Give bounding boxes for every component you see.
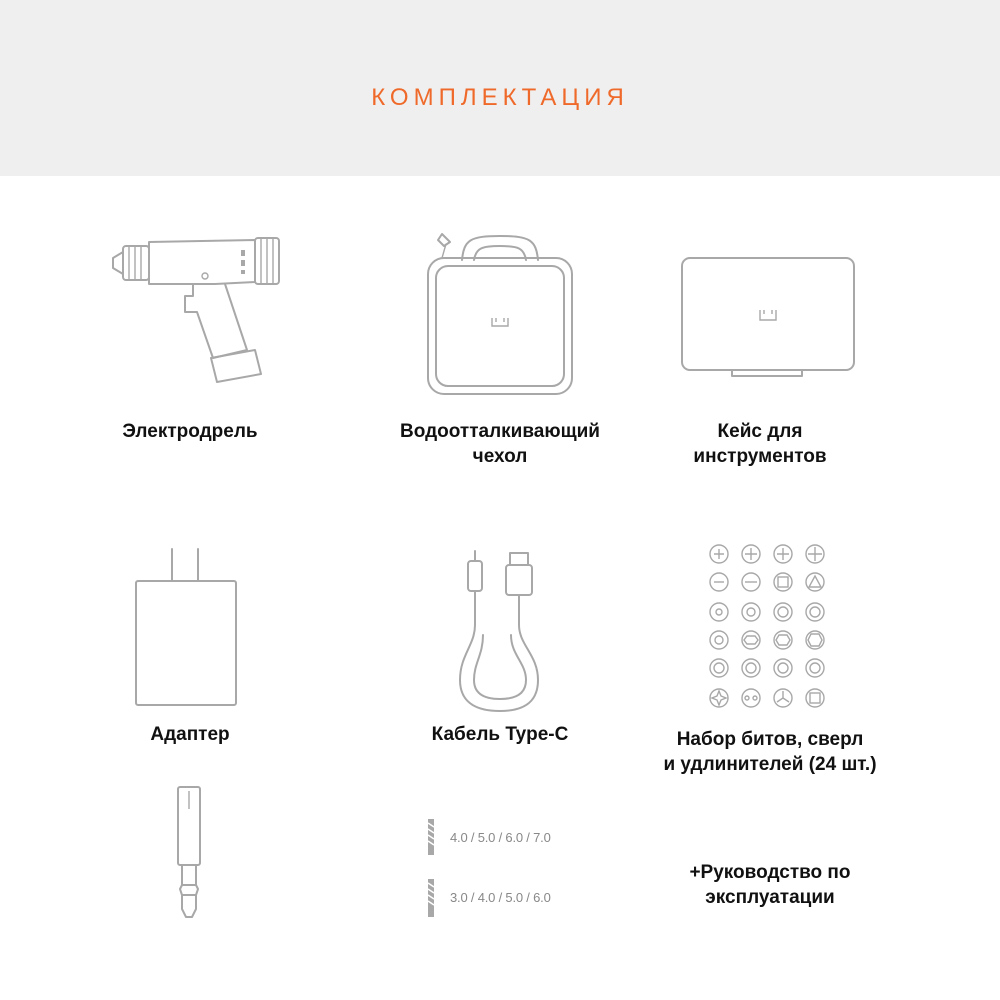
item-label-bit-set: Набор битов, сверл и удлинителей (24 шт.): [663, 729, 877, 775]
item-label-drill: Электродрель: [122, 421, 258, 442]
bit-set-icon: [705, 540, 835, 710]
tool-case-icon: [680, 250, 860, 380]
item-label-bag: Водоотталкивающий чехол: [400, 421, 600, 467]
usb-cable-icon: [450, 545, 550, 715]
item-label-adapter: Адаптер: [150, 724, 230, 745]
drill-bits-icon: [420, 815, 440, 925]
item-cable: [390, 540, 610, 760]
item-manual: [650, 860, 890, 920]
page-title: КОМПЛЕКТАЦИЯ: [371, 84, 629, 111]
item-bag: [380, 225, 620, 475]
item-drill-bits: 4.0 / 5.0 / 6.0 / 7.0 3.0 / 4.0 / 5.0 / 6.0: [420, 815, 620, 925]
bit-extension-icon: [160, 785, 220, 925]
power-adapter-icon: [130, 545, 240, 710]
drill-icon: [105, 230, 280, 405]
item-label-manual: +Руководство по эксплуатации: [689, 862, 851, 908]
waterproof-bag-icon: [420, 230, 580, 400]
item-drill: [90, 225, 310, 475]
item-extension: [160, 785, 220, 925]
header-banner: [0, 0, 1000, 176]
item-label-cable: Кабель Type-C: [431, 724, 569, 745]
item-bit-set: [650, 535, 890, 785]
item-case: [660, 225, 880, 475]
item-label-case: Кейс для инструментов: [693, 421, 827, 467]
item-adapter: [90, 540, 290, 760]
